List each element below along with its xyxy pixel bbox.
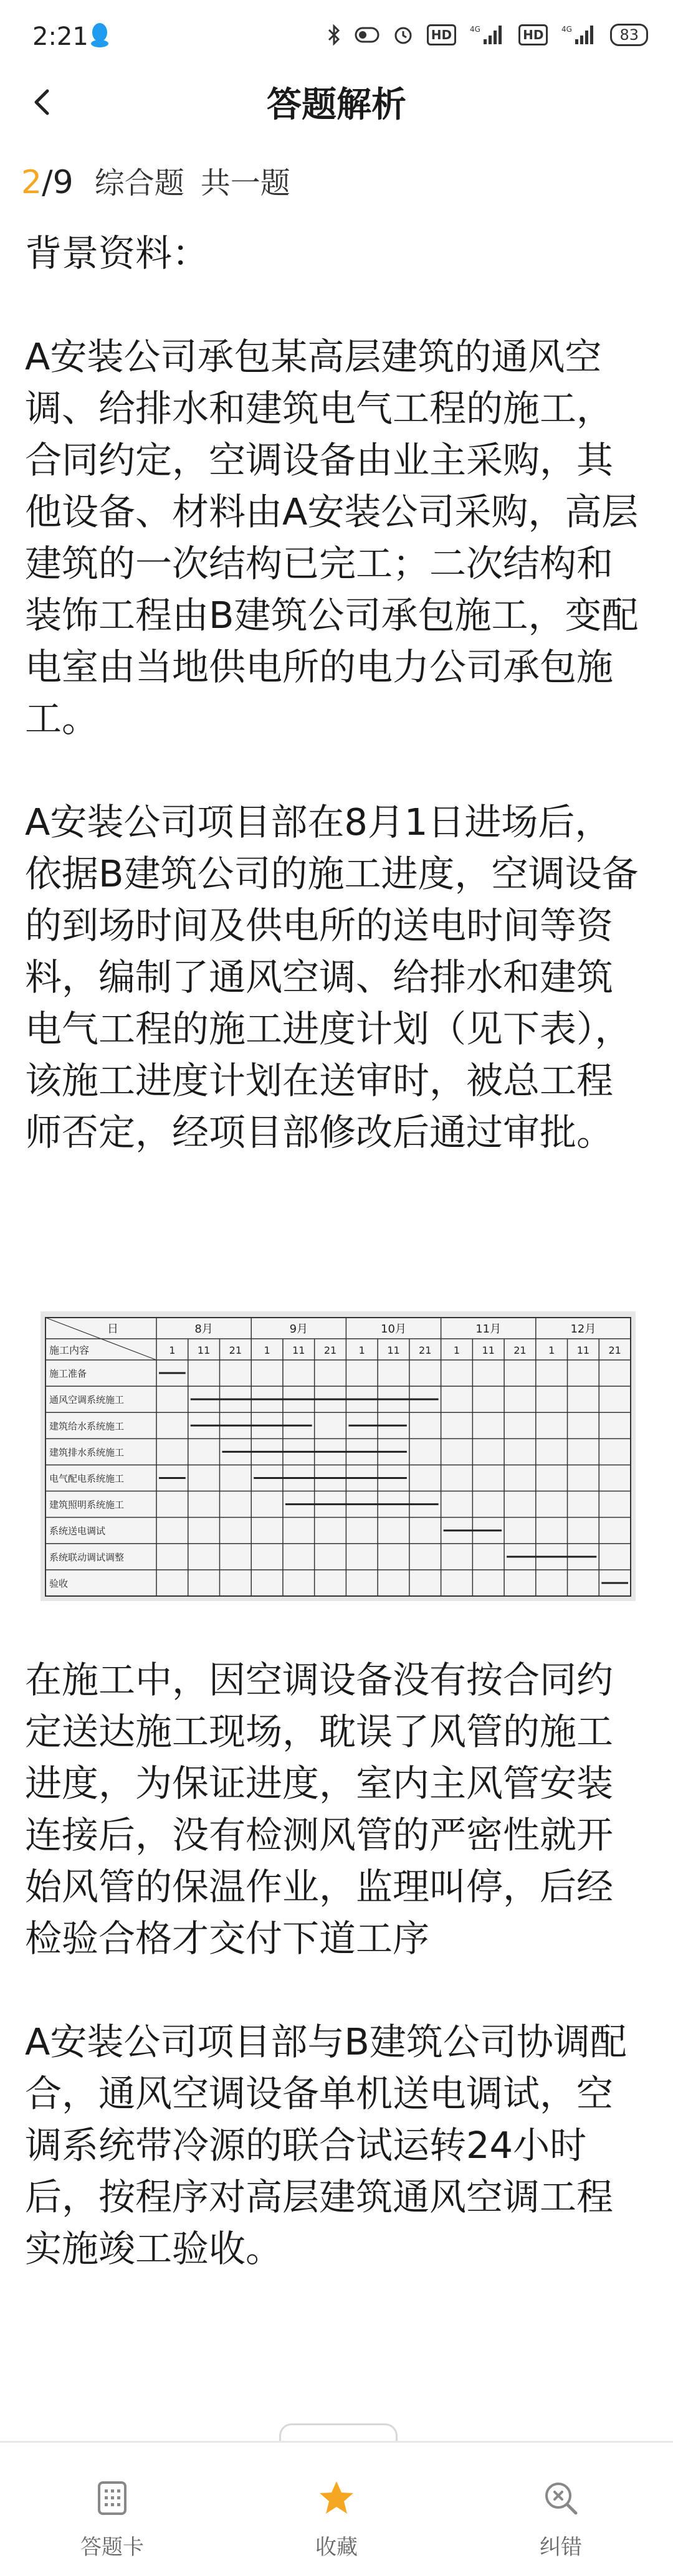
table-corner-top: 日 (107, 1323, 118, 1336)
table-day: 1 (453, 1344, 461, 1356)
nav-label-answer-card: 答题卡 (80, 2535, 144, 2560)
nav-error-report[interactable] (449, 2443, 673, 2576)
question-type: 综合题 (94, 166, 184, 201)
table-day: 1 (264, 1344, 270, 1356)
content-paragraph-2: A安装公司项目部在8月1日进场后，依据B建筑公司的施工进度，空调设备的到场时间及供电所的送电时间等资料，编制了通风空调、给排水和建筑电气工程的施工进度计划（见下表），该施工进度计划在送审时，被总工程师否定，经项目部修改后通过审批。 (25, 801, 639, 1154)
table-day: 21 (323, 1344, 337, 1356)
table-day: 11 (387, 1344, 400, 1356)
signal-icon (470, 24, 505, 45)
total-questions: /9 (42, 164, 74, 201)
question-content (25, 227, 648, 1158)
table-day: 1 (548, 1344, 555, 1356)
table-day: 11 (197, 1344, 211, 1356)
table-day: 11 (576, 1344, 590, 1356)
question-content-2 (25, 1654, 648, 2274)
battery-level: 83 (610, 24, 648, 46)
star-icon (317, 2479, 356, 2517)
table-task-label: 系统联动调试调整 (49, 1551, 125, 1563)
table-month: 12月 (570, 1323, 596, 1336)
alarm-icon (393, 25, 413, 45)
qq-icon (89, 21, 110, 49)
question-count: 共一题 (200, 166, 290, 201)
table-corner-bottom: 施工内容 (49, 1344, 90, 1356)
content-paragraph-1: A安装公司承包某高层建筑的通风空调、给排水和建筑电气工程的施工，合同约定，空调设备由业主采购，其他设备、材料由A安装公司采购，高层建筑的一次结构已完工；二次结构和装饰工程由B建筑公司承包施工，变配电室由当地供电所的电力公司承包施工。 (25, 335, 639, 740)
table-day: 21 (229, 1344, 242, 1356)
table-task-label: 验收 (49, 1577, 69, 1589)
toggle-icon (355, 27, 379, 43)
table-task-label: 通风空调系统施工 (49, 1394, 125, 1406)
bottom-nav (0, 2443, 673, 2576)
answer-card-icon (93, 2479, 131, 2517)
current-question-number: 2 (21, 164, 42, 201)
signal-icon-2 (561, 24, 596, 45)
table-frame (45, 1318, 631, 1596)
bluetooth-icon (327, 24, 341, 45)
table-month: 8月 (194, 1323, 213, 1336)
page-title: 答题解析 (267, 85, 406, 125)
table-day: 11 (482, 1344, 495, 1356)
content-heading: 背景资料： (25, 232, 209, 275)
table-month: 11月 (475, 1323, 502, 1336)
hd-icon: HD (427, 24, 456, 45)
table-day: 21 (513, 1344, 527, 1356)
svg-text:4G: 4G (561, 25, 573, 34)
table-day: 1 (169, 1344, 176, 1356)
content-paragraph-4: A安装公司项目部与B建筑公司协调配合，通风空调设备单机送电调试，空调系统带冷源的联合试运转24小时后，按程序对高层建筑通风空调工程实施竣工验收。 (25, 2020, 627, 2270)
schedule-table (41, 1311, 636, 1601)
table-day: 1 (358, 1344, 365, 1356)
nav-favorite[interactable] (224, 2443, 449, 2576)
table-day: 21 (419, 1344, 432, 1356)
question-progress (21, 159, 290, 202)
table-task-label: 建筑排水系统施工 (49, 1447, 125, 1458)
status-icons (327, 24, 648, 46)
status-time: 2:21 (32, 22, 88, 51)
status-bar (0, 0, 673, 75)
schedule-table-image (41, 1311, 636, 1601)
nav-label-error-report: 纠错 (540, 2535, 582, 2560)
table-task-label: 电气配电系统施工 (49, 1473, 125, 1485)
svg-text:4G: 4G (470, 25, 481, 34)
table-task-label: 建筑照明系统施工 (49, 1499, 125, 1511)
table-day: 21 (608, 1344, 621, 1356)
nav-answer-card[interactable] (0, 2443, 224, 2576)
content-paragraph-3: 在施工中，因空调设备没有按合同约定送达施工现场，耽误了风管的施工进度，为保证进度，室内主风管安装连接后，没有检测风管的严密性就开始风管的保温作业，监理叫停，后经检验合格才交付下道工序 (25, 1658, 614, 1960)
header (0, 69, 673, 134)
nav-label-favorite: 收藏 (315, 2535, 358, 2560)
table-task-label: 系统送电调试 (49, 1525, 106, 1537)
table-month: 10月 (381, 1323, 406, 1336)
table-month: 9月 (289, 1323, 308, 1336)
error-report-icon (542, 2479, 580, 2517)
hd-icon-2: HD (518, 24, 548, 45)
table-day: 11 (292, 1344, 305, 1356)
table-task-label: 建筑给水系统施工 (49, 1420, 125, 1432)
table-task-label: 施工准备 (49, 1368, 87, 1380)
